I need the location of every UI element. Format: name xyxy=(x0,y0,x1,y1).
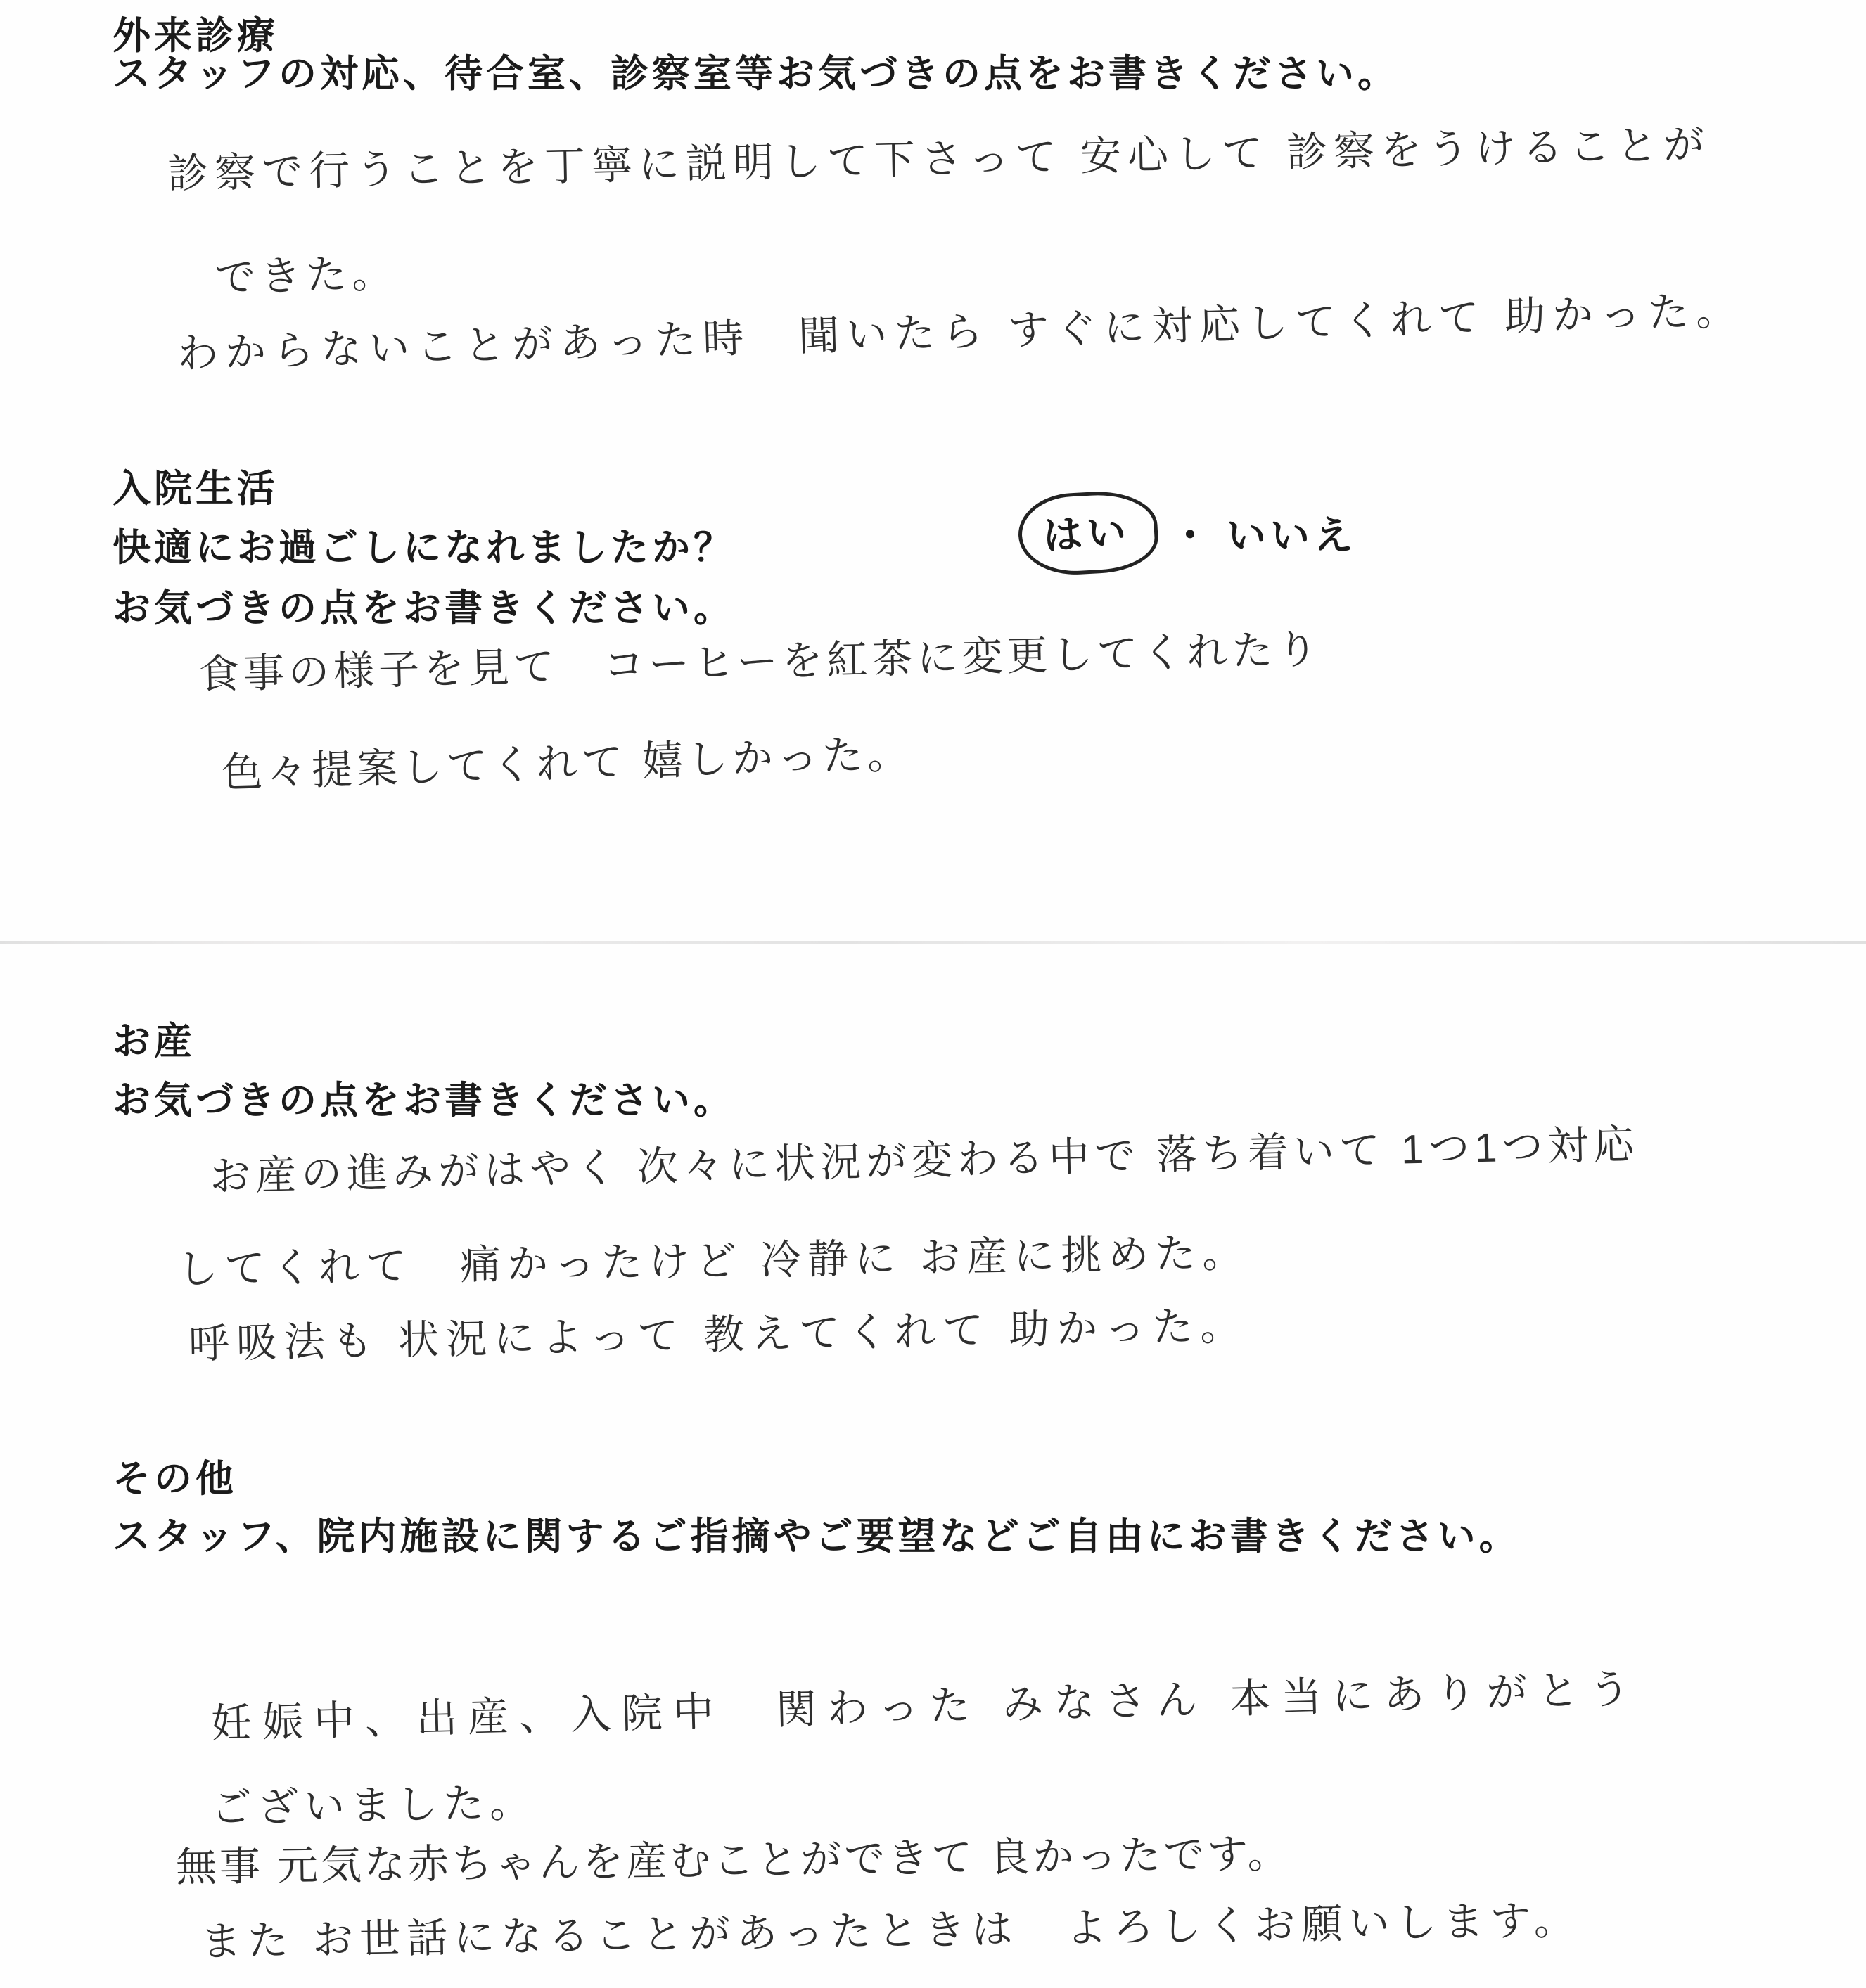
question-comfort: 快適にお過ごしになれましたか？ xyxy=(113,527,735,569)
handwritten-answer-outpatient-line1: 診察で行うことを丁寧に説明して下さって 安心して 診察をうけることが xyxy=(167,121,1711,197)
handwritten-answer-birth-line3: 呼吸法も 状況によって 教えてくれて 助かった。 xyxy=(188,1302,1248,1367)
question-outpatient: スタッフの対応、待合室、診察室等お気づきの点をお書きください。 xyxy=(113,53,1399,95)
handwritten-answer-outpatient-line3: わからないことがあった時 聞いたら すぐに対応してくれて 助かった。 xyxy=(177,287,1744,377)
handwritten-answer-hospital-line2: 色々提案してくれて 嬉しかった。 xyxy=(221,731,913,796)
section-heading-other: その他 xyxy=(113,1458,237,1500)
section-heading-outpatient: 外来診療 xyxy=(113,15,279,57)
selected-answer-circle xyxy=(1016,489,1160,577)
option-yes: はい xyxy=(1042,508,1132,558)
handwritten-answer-hospital-line1: 食事の様子を見て コーヒーを紅茶に変更してくれたり xyxy=(198,626,1323,698)
scan-seam xyxy=(0,941,1866,944)
handwritten-answer-outpatient-line2: できた。 xyxy=(214,250,398,301)
handwritten-answer-other-line1: 妊娠中、出産、入院中 関わった みなさん 本当にありがとう xyxy=(210,1666,1641,1747)
option-separator: ・ xyxy=(1170,513,1214,558)
question-other: スタッフ、院内施設に関するご指摘やご要望などご自由にお書きください。 xyxy=(113,1515,1521,1558)
handwritten-answer-other-line2: ございました。 xyxy=(210,1779,537,1831)
handwritten-answer-birth-line1: お産の進みがはやく 次々に状況が変わる中で 落ち着いて 1つ1つ対応 xyxy=(209,1121,1640,1200)
option-no: いいえ xyxy=(1227,513,1357,558)
yes-no-options xyxy=(1018,492,1357,574)
handwritten-answer-other-line3: 無事 元気な赤ちゃんを産むことができて 良かったです。 xyxy=(175,1830,1291,1890)
handwritten-answer-birth-line2: してくれて 痛かったけど 冷静に お産に挑めた。 xyxy=(177,1230,1250,1293)
question-hospital-stay: お気づきの点をお書きください。 xyxy=(113,587,735,629)
section-heading-hospital-stay: 入院生活 xyxy=(113,468,279,510)
question-birth: お気づきの点をお書きください。 xyxy=(113,1079,735,1122)
handwritten-answer-other-line4: また お世話になることがあったときは よろしくお願いします。 xyxy=(200,1897,1582,1965)
section-heading-birth: お産 xyxy=(113,1020,196,1063)
